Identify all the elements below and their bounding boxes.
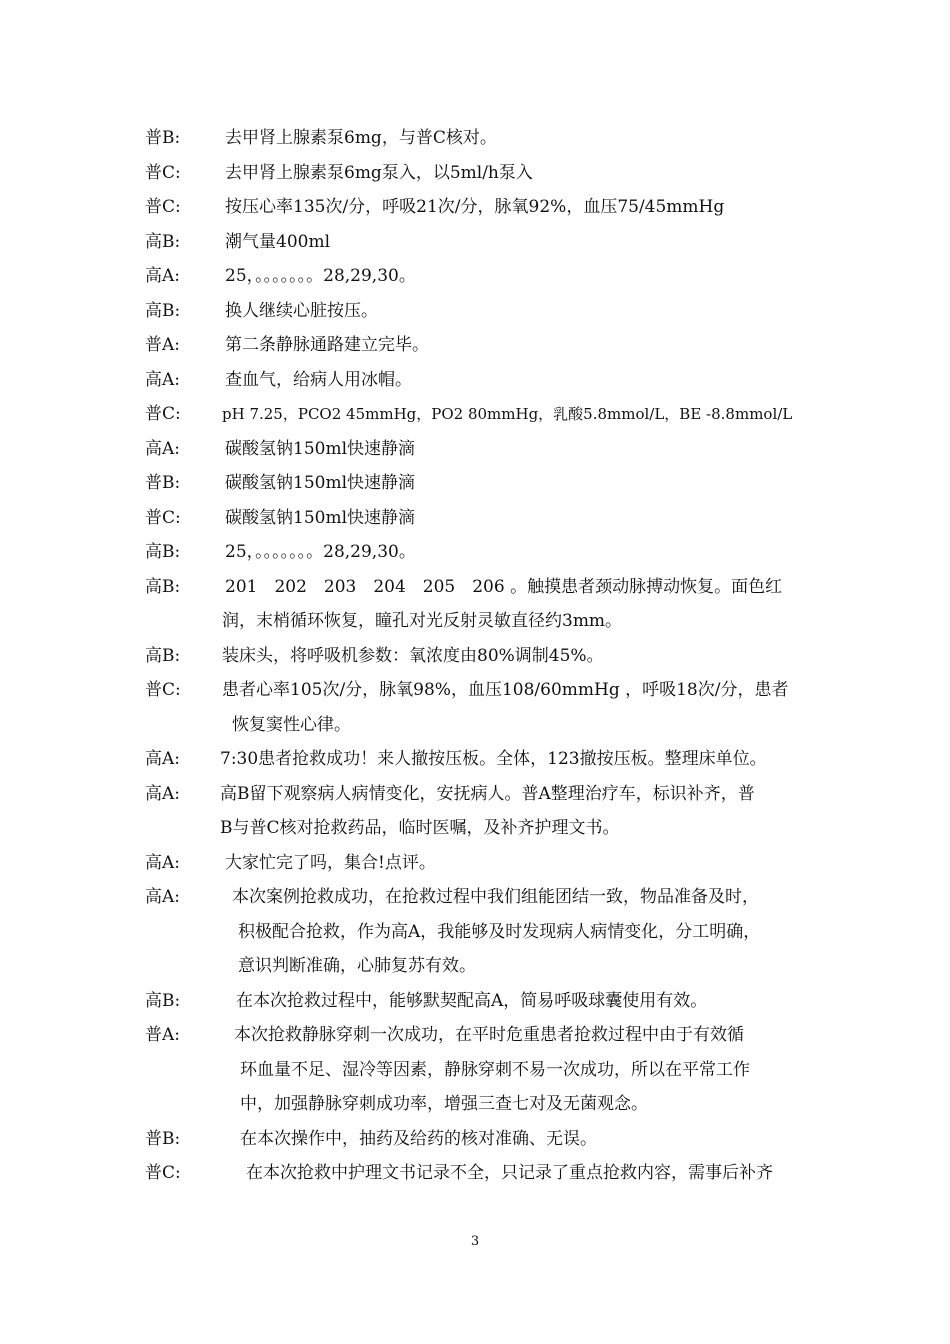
line-text-continuation: 意识判断准确，心肺复苏有效。 [238,956,476,976]
line-text: 患者心率105次/分，脉氧98%，血压108/60mmHg ，呼吸18次/分，患者 [222,680,789,700]
line-text: 装床头，将呼吸机参数：氧浓度由80%调制45%。 [222,646,604,666]
line-text: 碳酸氢钠150ml快速静滴 [225,473,416,493]
line-text: 换人继续心脏按压。 [225,301,378,321]
speaker-label: 高A: [145,853,181,873]
dialogue-line [0,780,950,848]
speaker-label: 普B: [145,128,181,148]
speaker-label: 高B: [145,577,181,597]
dialogue-line [0,435,950,469]
line-text-continuation: 润，末梢循环恢复，瞳孔对光反射灵敏直径约3mm。 [222,611,623,631]
speaker-label: 普C: [145,404,181,424]
line-text-continuation: B与普C核对抢救药品，临时医嘱，及补齐护理文书。 [220,818,620,838]
dialogue-line [0,400,950,434]
line-text: 潮气量400ml [225,232,331,252]
dialogue-line [0,538,950,572]
dialogue-line [0,676,950,744]
speaker-label: 高A: [145,370,181,390]
line-text-continuation: 恢复窦性心律。 [232,715,351,735]
line-text: 高B留下观察病人病情变化，安抚病人。普A整理治疗车，标识补齐，普 [220,784,755,804]
dialogue-line [0,849,950,883]
line-text: 25，。。。。。。。28,29,30。 [225,266,416,286]
line-text: 去甲肾上腺素泵6mg，与普C核对。 [225,128,497,148]
speaker-label: 普C: [145,508,181,528]
line-text: 本次抢救静脉穿刺一次成功，在平时危重患者抢救过程中由于有效循 [234,1025,744,1045]
dialogue-line [0,573,950,641]
line-text: 在本次抢救中护理文书记录不全，只记录了重点抢救内容，需事后补齐 [246,1163,773,1183]
speaker-label: 高A: [145,266,181,286]
speaker-label: 普C: [145,680,181,700]
dialogue-line [0,124,950,158]
dialogue-line [0,504,950,538]
line-text: pH 7.25，PCO2 45mmHg，PO2 80mmHg，乳酸5.8mmol/L，BE -8.8mmol/L [222,405,793,423]
dialogue-line [0,366,950,400]
line-text: 在本次操作中，抽药及给药的核对准确、无误。 [240,1129,597,1149]
dialogue-line [0,297,950,331]
page-number: 3 [470,1234,480,1249]
line-text-continuation: 积极配合抢救，作为高A，我能够及时发现病人病情变化，分工明确， [238,922,761,942]
speaker-label: 高B: [145,646,181,666]
line-text: 在本次抢救过程中，能够默契配高A，简易呼吸球囊使用有效。 [236,991,708,1011]
speaker-label: 高B: [145,991,181,1011]
line-text: 第二条静脉通路建立完毕。 [225,335,429,355]
line-text: 25，。。。。。。。28,29,30。 [225,542,416,562]
speaker-label: 普A: [145,335,181,355]
speaker-label: 高A: [145,439,181,459]
dialogue-line [0,1021,950,1123]
dialogue-line [0,1159,950,1193]
line-text: 大家忙完了吗，集合!点评。 [225,853,436,873]
line-text-continuation: 环血量不足、湿冷等因素，静脉穿刺不易一次成功，所以在平常工作 [240,1060,750,1080]
speaker-label: 普B: [145,1129,181,1149]
line-text: 本次案例抢救成功，在抢救过程中我们组能团结一致，物品准备及时， [232,887,759,907]
line-text: 碳酸氢钠150ml快速静滴 [225,508,416,528]
dialogue-line [0,1125,950,1159]
line-text: 碳酸氢钠150ml快速静滴 [225,439,416,459]
dialogue-line [0,193,950,227]
line-text: 7:30患者抢救成功！来人撤按压板。全体，123撤按压板。整理床单位。 [220,749,767,769]
line-text: 去甲肾上腺素泵6mg泵入，以5ml/h泵入 [225,163,533,183]
speaker-label: 高B: [145,542,181,562]
speaker-label: 高B: [145,232,181,252]
dialogue-line [0,331,950,365]
speaker-label: 高A: [145,749,181,769]
dialogue-line [0,228,950,262]
dialogue-line [0,745,950,779]
line-text: 201 202 203 204 205 206 。触摸患者颈动脉搏动恢复。面色红 [225,577,783,597]
speaker-label: 普A: [145,1025,181,1045]
dialogue-line [0,469,950,503]
speaker-label: 普C: [145,1163,181,1183]
dialogue-line [0,883,950,985]
speaker-label: 高B: [145,301,181,321]
line-text-continuation: 中，加强静脉穿刺成功率，增强三查七对及无菌观念。 [240,1094,648,1114]
line-text: 查血气，给病人用冰帽。 [225,370,412,390]
speaker-label: 普C: [145,197,181,217]
dialogue-line [0,987,950,1021]
speaker-label: 高A: [145,784,181,804]
dialogue-line [0,159,950,193]
speaker-label: 高A: [145,887,181,907]
speaker-label: 普B: [145,473,181,493]
dialogue-line [0,262,950,296]
speaker-label: 普C: [145,163,181,183]
line-text: 按压心率135次/分，呼吸21次/分，脉氧92%，血压75/45mmHg [225,197,725,217]
dialogue-line [0,642,950,676]
